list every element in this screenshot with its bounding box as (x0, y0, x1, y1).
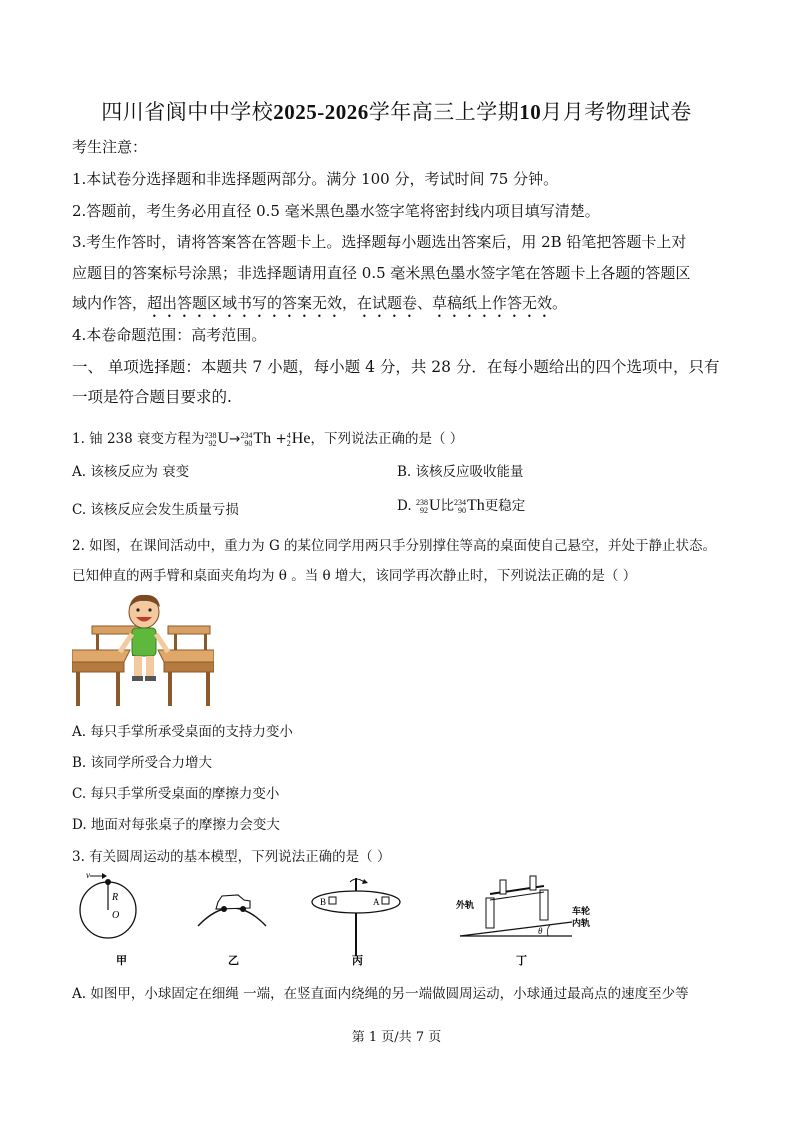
student-desks-illustration (72, 592, 214, 708)
option-text: 更稳定 (484, 498, 526, 514)
title-year: 2025-2026 (273, 100, 369, 124)
question-3-stem: 3. 有关圆周运动的基本模型，下列说法正确的是（ ） (72, 849, 391, 865)
element-symbol: Th (467, 497, 485, 514)
element-symbol: He (291, 430, 311, 447)
notice-item-1: 1.本试卷分选择题和非选择题两部分。满分 100 分，考试时间 75 分钟。 (72, 170, 559, 188)
helium-nuclide (287, 430, 311, 448)
q1-stem-text: 1. 铀 238 衰变方程为 (72, 431, 205, 447)
title-month: 10 (519, 100, 542, 124)
notice-emphasis: 超出答题区域书写的答案无效，在试题卷、草稿纸上作答无效。 (147, 294, 568, 312)
q2-option-c: C. 每只手掌所受桌面的摩擦力变小 (72, 786, 280, 802)
section-heading-line2: 一项是符合题目要求的. (72, 388, 232, 406)
notice-heading: 考生注意： (72, 138, 148, 156)
label-b: B (320, 897, 327, 907)
element-symbol: U (217, 430, 230, 447)
mass-number: 238 (204, 430, 217, 440)
mass-number: 4 (286, 430, 291, 440)
notice-text: 域内作答， (72, 294, 148, 312)
thorium-nuclide (240, 430, 271, 448)
q1-option-a: A. 该核反应为 衰变 (72, 464, 190, 480)
figure-ding (456, 876, 590, 967)
notice-item-4: 4.本卷命题范围：高考范围。 (72, 326, 267, 344)
thorium-nuclide (454, 497, 485, 515)
figure-yi (198, 895, 266, 967)
q3-option-a: A. 如图甲，小球固定在细绳 一端，在竖直面内绕绳的另一端做圆周运动，小球通过最高点的速度至少等 (72, 986, 689, 1002)
atomic-number: 92 (419, 505, 428, 515)
notice-item-3-line2: 应题目的答案标号涂黑；非选择题请用直径 0.5 毫米黑色墨水签字笔在答题卡上各题的答题区 (72, 264, 691, 282)
notice-item-2: 2.答题前，考生务必用直径 0.5 毫米黑色墨水签字笔将密封线内项目填写清楚。 (72, 202, 600, 220)
option-label: D. (397, 498, 416, 514)
q2-option-d: D. 地面对每张桌子的摩擦力会变大 (72, 817, 280, 833)
figure-bing (312, 878, 400, 967)
title-part: 四川省阆中中学校 (101, 100, 274, 124)
element-symbol: Th (253, 430, 272, 447)
section-heading-line1: 一、 单项选择题：本题共 7 小题，每小题 4 分，共 28 分．在每小题给出的四个选项中，只有 (72, 358, 720, 376)
label-a: A (373, 897, 380, 907)
label-inner-rail: 内轨 (572, 919, 591, 929)
circular-motion-figures (72, 868, 612, 970)
notice-item-3-line1: 3.考生作答时，请将答案答在答题卡上。选择题每小题选出答案后，用 2B 铅笔把答题卡上对 (72, 233, 687, 251)
caption-yi: 乙 (228, 954, 239, 967)
notice-item-3-line3 (72, 292, 567, 321)
label-theta: θ (538, 926, 543, 936)
question-1-stem (72, 427, 463, 448)
mass-number: 238 (415, 497, 428, 507)
q1-stem-text: ，下列说法正确的是（ ） (310, 431, 464, 447)
question-2-line1: 2. 如图，在课间活动中，重力为 G 的某位同学用两只手分别撑住等高的桌面使自己悬空，并处于静止状态。 (72, 538, 717, 554)
uranium-nuclide (205, 430, 230, 448)
q1-option-b: B. 该核反应吸收能量 (397, 464, 524, 480)
title-part: 月月考物理试卷 (541, 100, 692, 124)
page-number: 第 1 页/共 7 页 (351, 1030, 442, 1045)
q1-option-c: C. 该核反应会发生质量亏损 (72, 502, 239, 518)
title-part: 学年高三上学期 (368, 100, 520, 124)
atomic-number: 92 (208, 438, 217, 448)
mass-number: 234 (240, 430, 253, 440)
q2-option-b: B. 该同学所受合力增大 (72, 755, 213, 771)
atomic-number: 90 (244, 438, 253, 448)
atomic-number: 90 (458, 505, 466, 515)
caption-ding: 丁 (516, 954, 527, 967)
caption-bing: 丙 (352, 954, 363, 967)
label-o: O (112, 910, 120, 921)
element-symbol: U (428, 497, 441, 514)
page-title (0, 96, 793, 126)
uranium-nuclide (416, 497, 441, 515)
figure-jia (80, 870, 136, 967)
label-wheel: 车轮 (572, 907, 591, 917)
caption-jia: 甲 (116, 954, 127, 967)
label-r: R (112, 892, 119, 903)
q2-option-a: A. 每只手掌所承受桌面的支持力变小 (72, 724, 293, 740)
label-v: v (86, 870, 90, 880)
option-text: 比 (440, 498, 454, 514)
q1-option-d (397, 494, 525, 515)
plus-sign: + (275, 431, 287, 447)
label-outer-rail: 外轨 (456, 901, 475, 911)
mass-number: 234 (454, 497, 466, 507)
atomic-number: 2 (286, 438, 291, 448)
question-2-line2: 已知伸直的两手臂和桌面夹角均为 θ 。当 θ 增大，该同学再次静止时，下列说法正确的是（ ） (72, 568, 637, 584)
reaction-arrow: → (229, 431, 241, 447)
